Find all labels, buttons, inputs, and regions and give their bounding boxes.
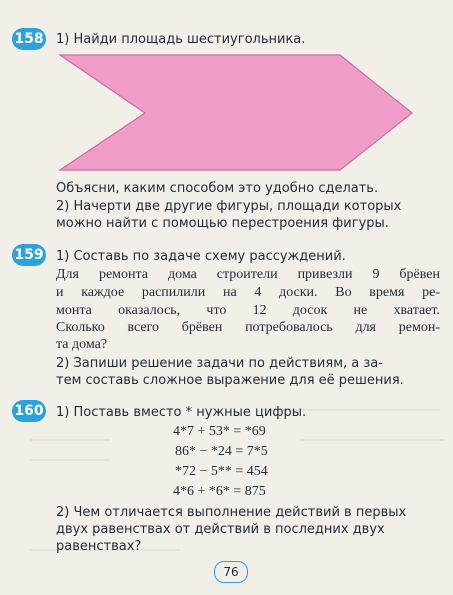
page-number: 76 <box>214 561 248 583</box>
task-158-line-3: 2) Начерти две другие фигуры, площади которых <box>56 199 402 214</box>
task-159-part-2: тем составь сложное выражение для её решения. <box>56 373 404 388</box>
task-number-badge: 159 <box>12 244 46 266</box>
equation: 4*6 + *6* = 875 <box>173 484 266 499</box>
task-158-line-4: можно найти с помощью перестроения фигуры. <box>56 216 389 231</box>
task-160-part-2: двух равенствах от действий в последних двух <box>56 522 385 537</box>
task-159-problem-line: Сколько всего брёвен потребовалось для ремон- <box>56 320 440 335</box>
equation: 86* − *24 = 7*5 <box>175 444 268 459</box>
task-158-line-2: Объясни, каким способом это удобно сделать. <box>56 181 379 196</box>
task-160-part-2: равенствах? <box>56 539 142 554</box>
equation: *72 − 5** = 454 <box>175 464 268 479</box>
task-159-problem-line: Для ремонта дома строители привезли 9 брёвен <box>56 267 440 282</box>
task-159-instruction: 1) Составь по задаче схему рассуждений. <box>56 249 346 264</box>
task-number-badge: 160 <box>12 400 46 422</box>
task-159-problem-line: монта оказалось, что 12 досок не хватает. <box>56 303 440 318</box>
task-159-part-2: 2) Запиши решение задачи по действиям, а за- <box>56 356 383 371</box>
task-160-instruction: 1) Поставь вместо * нужные цифры. <box>56 405 307 420</box>
equation: 4*7 + 53* = *69 <box>173 424 266 439</box>
task-number-badge: 158 <box>12 28 46 50</box>
task-160-part-2: 2) Чем отличается выполнение действий в первых <box>56 505 407 520</box>
task-159-problem-line: и каждое распилили на 4 доски. Во время ре- <box>56 285 440 300</box>
task-159-problem-line: та дома? <box>56 337 108 352</box>
task-158-instruction: 1) Найди площадь шестиугольника. <box>56 32 306 47</box>
